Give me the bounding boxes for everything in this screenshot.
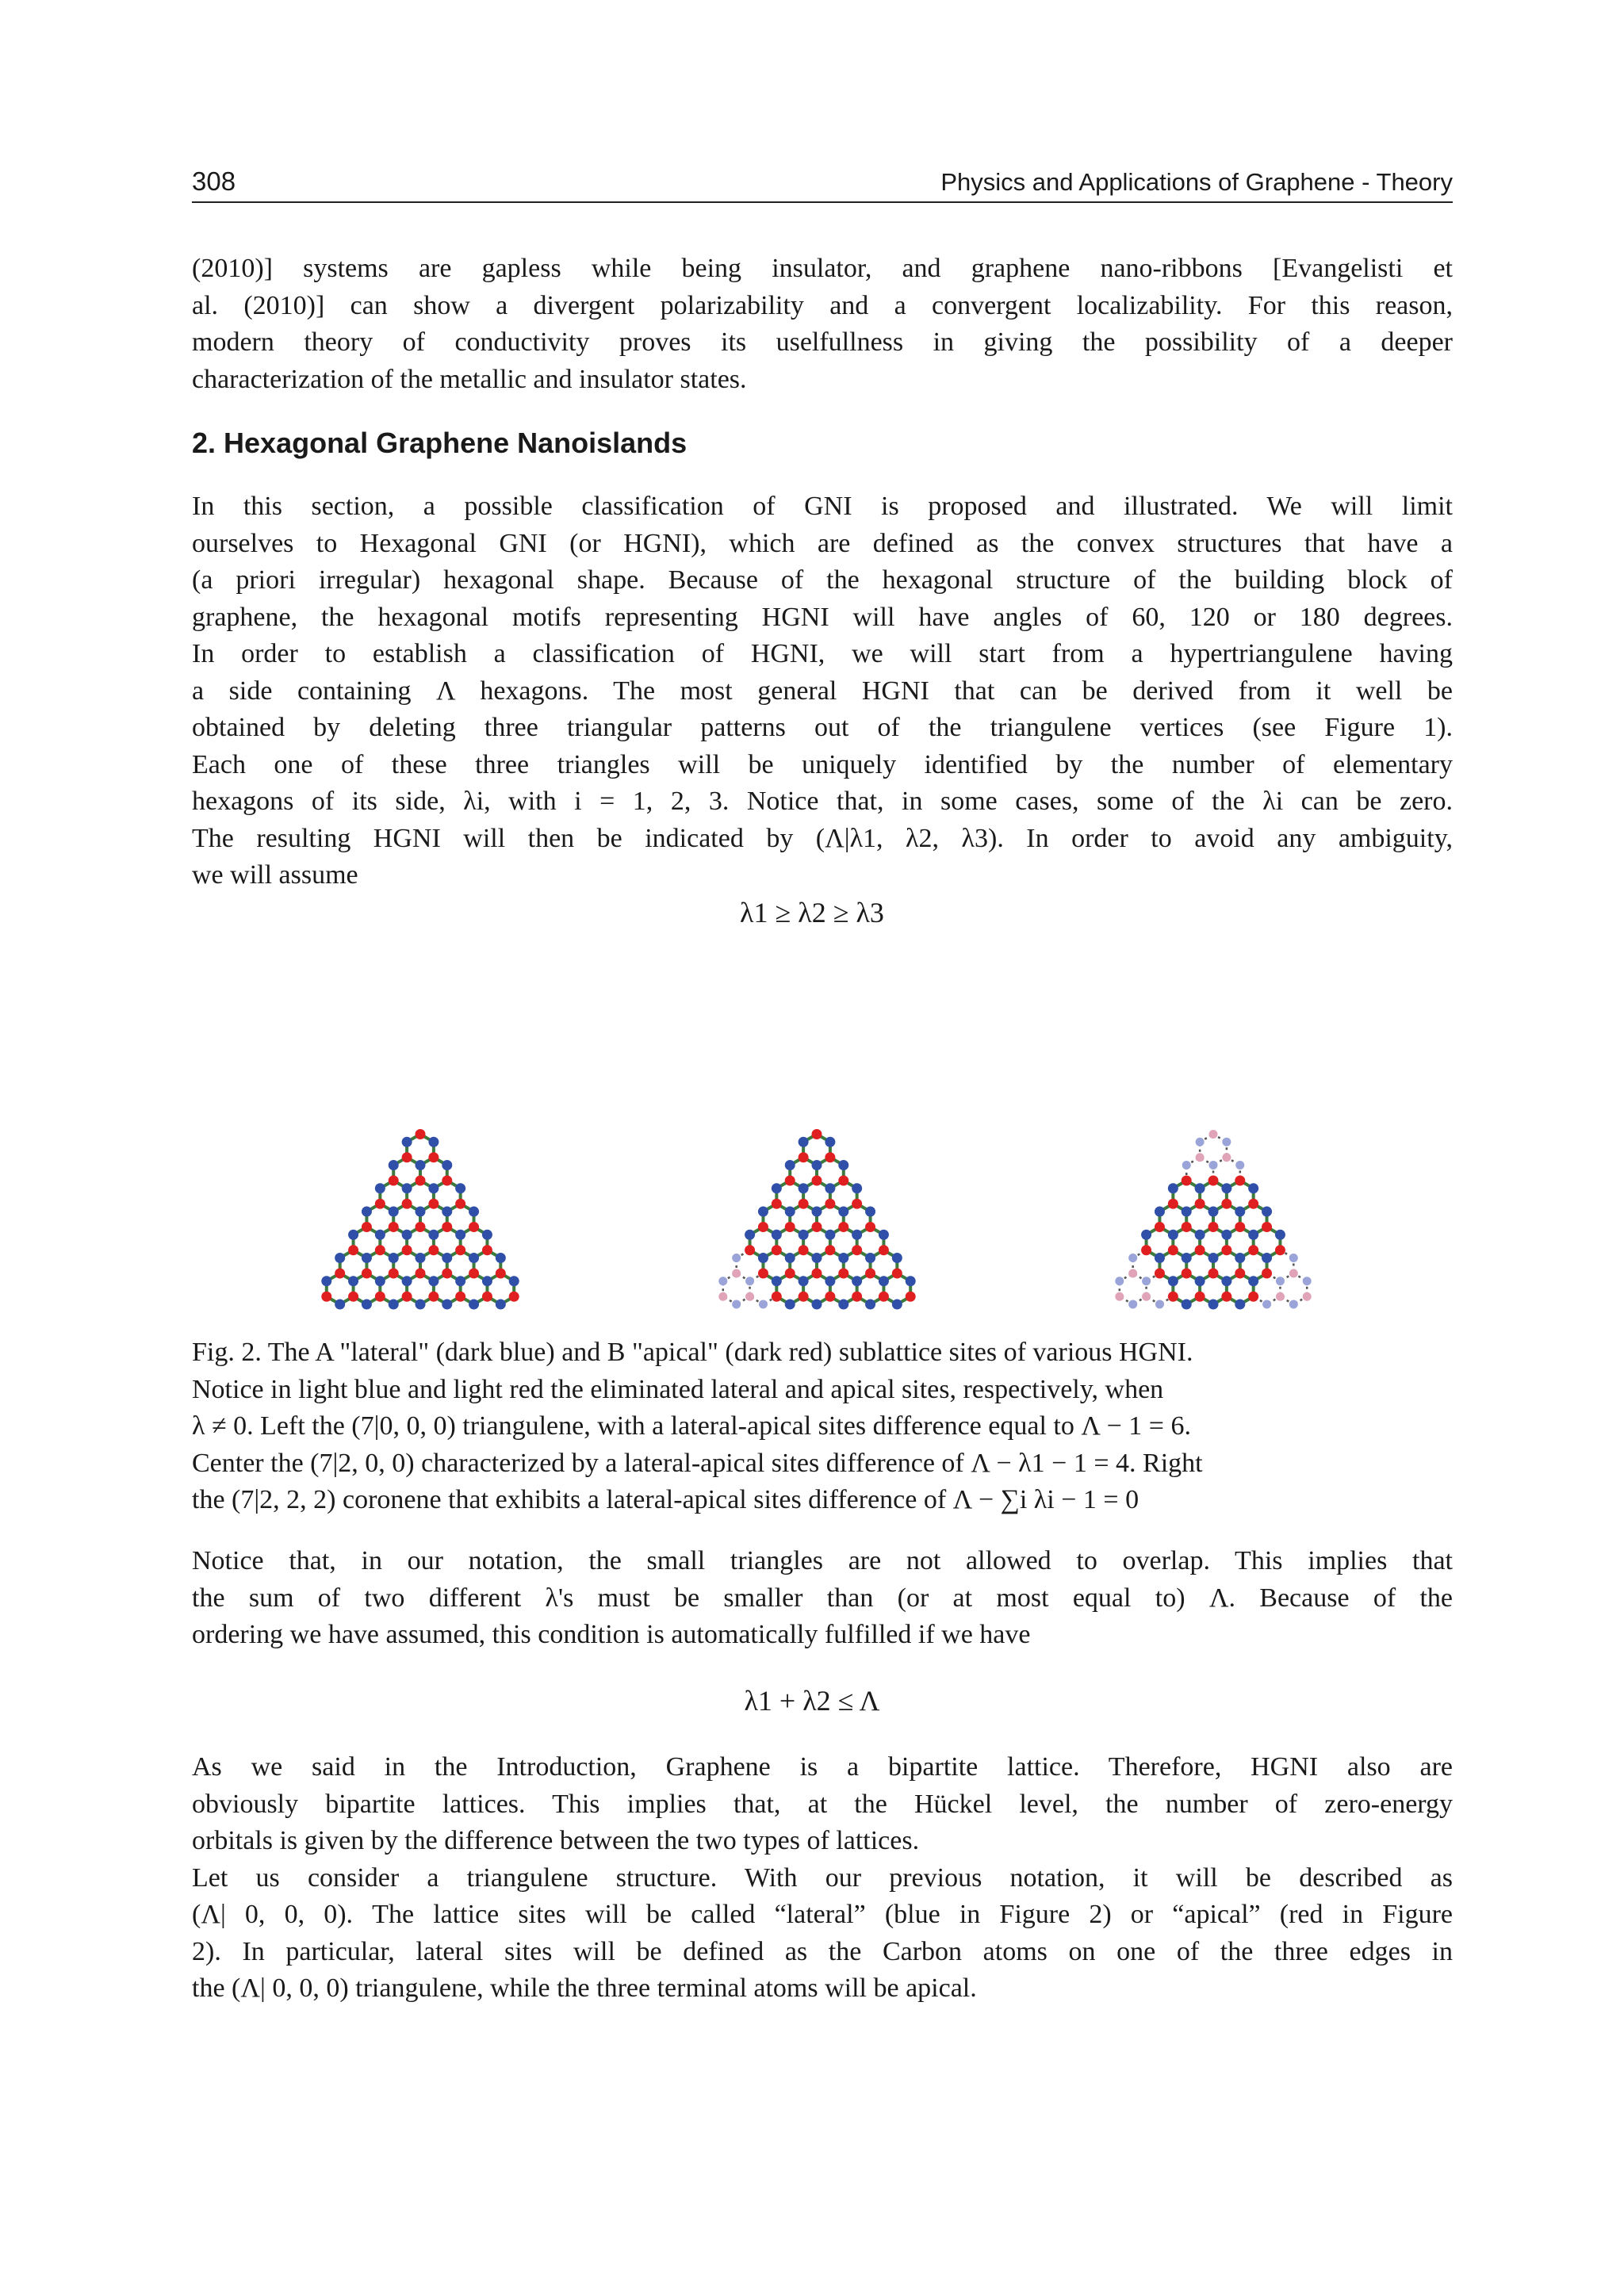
text-line: As we said in the Introduction, Graphene is a bipartite lattice. Therefore, HGNI also are: [192, 1752, 1453, 1782]
section-paragraph: [192, 488, 1453, 894]
lateral-site: [825, 1183, 835, 1193]
lateral-site: [496, 1300, 506, 1310]
lateral-site: [772, 1230, 782, 1240]
lateral-site: [402, 1230, 412, 1240]
caption-line: Fig. 2. The A "lateral" (dark blue) and B "apical" (dark red) sublattice sites of various HGNI.: [192, 1338, 1193, 1367]
lateral-site: [389, 1207, 399, 1217]
lateral-site: [812, 1160, 822, 1170]
equation-sum-condition: λ1 + λ2 ≤ Λ: [744, 1685, 880, 1717]
lateral-site: [852, 1230, 862, 1240]
text-line: the sum of two different λ's must be smaller than (or at most equal to) Λ. Because of the: [192, 1583, 1453, 1613]
apical-site: [442, 1176, 452, 1186]
lateral-site: [865, 1253, 875, 1263]
lateral-site: [1221, 1276, 1231, 1286]
text-line: orbitals is given by the difference between the two types of lattices.: [192, 1826, 920, 1855]
removed-lateral-site: [1196, 1138, 1205, 1146]
removed-lateral-site: [1115, 1277, 1124, 1285]
lateral-site: [469, 1300, 479, 1310]
lateral-site: [1182, 1253, 1192, 1263]
lateral-site: [1155, 1253, 1165, 1263]
apical-site: [348, 1292, 358, 1302]
apical-site: [799, 1152, 809, 1162]
apical-site: [906, 1292, 916, 1302]
lateral-site: [416, 1160, 426, 1170]
removed-apical-site: [745, 1292, 754, 1301]
removed-apical-site: [1196, 1153, 1205, 1162]
apical-site: [825, 1245, 835, 1255]
lateral-site: [321, 1276, 331, 1286]
caption-line: Notice in light blue and light red the eliminated lateral and apical sites, respectively, when: [192, 1374, 1164, 1404]
lateral-site: [1168, 1183, 1178, 1193]
equation-ordering: λ1 ≥ λ2 ≥ λ3: [740, 897, 884, 928]
lateral-site: [825, 1276, 835, 1286]
removed-apical-site: [1222, 1153, 1231, 1162]
text-line: (Λ| 0, 0, 0). The lattice sites will be called “lateral” (blue in Figure 2) or “apical” (red in Figure: [192, 1900, 1453, 1929]
lateral-site: [799, 1276, 809, 1286]
apical-site: [772, 1199, 782, 1209]
apical-site: [1248, 1199, 1258, 1209]
apical-site: [416, 1222, 426, 1232]
lateral-site: [469, 1253, 479, 1263]
body-paragraph-3: [192, 1749, 1453, 2008]
apical-site: [1208, 1222, 1219, 1232]
apical-site: [509, 1292, 519, 1302]
apical-site: [1195, 1199, 1205, 1209]
apical-site: [455, 1245, 465, 1255]
lateral-site: [812, 1253, 822, 1263]
apical-site: [1235, 1269, 1245, 1279]
lateral-site: [852, 1183, 862, 1193]
lateral-site: [812, 1300, 822, 1310]
apical-site: [852, 1199, 862, 1209]
lateral-site: [389, 1160, 399, 1170]
text-line: Notice that, in our notation, the small triangles are not allowed to overlap. This implies that: [192, 1546, 1453, 1575]
apical-site: [389, 1269, 399, 1279]
apical-site: [428, 1152, 439, 1162]
lateral-site: [879, 1230, 889, 1240]
apical-site: [745, 1245, 755, 1255]
apical-site: [1208, 1176, 1219, 1186]
lateral-site: [745, 1230, 755, 1240]
lateral-site: [825, 1137, 835, 1147]
caption-line: Center the (7|2, 0, 0) characterized by a lateral-apical sites difference of Λ − λ1 − 1 = 4. Right: [192, 1448, 1203, 1478]
removed-apical-site: [732, 1269, 741, 1278]
apical-site: [1182, 1269, 1192, 1279]
apical-site: [1262, 1222, 1272, 1232]
removed-apical-site: [1142, 1292, 1151, 1301]
apical-site: [799, 1199, 809, 1209]
lateral-site: [1208, 1207, 1219, 1217]
apical-site: [785, 1269, 795, 1279]
lateral-site: [496, 1253, 506, 1263]
lateral-site: [1195, 1230, 1205, 1240]
lateral-site: [758, 1207, 768, 1217]
apical-site: [1248, 1245, 1258, 1255]
text-line: The resulting HGNI will then be indicated by (Λ|λ1, λ2, λ3). In order to avoid any ambiguity,: [192, 823, 1453, 853]
lateral-site: [1235, 1207, 1245, 1217]
apical-site: [838, 1176, 848, 1186]
removed-apical-site: [1128, 1269, 1137, 1278]
apical-site: [321, 1292, 331, 1302]
lateral-site: [469, 1207, 479, 1217]
apical-site: [758, 1222, 768, 1232]
apical-site: [1221, 1199, 1231, 1209]
lateral-site: [879, 1276, 889, 1286]
lateral-site: [1141, 1230, 1151, 1240]
text-line: (2010)] systems are gapless while being insulator, and graphene nano-ribbons [Evangelisti et: [192, 254, 1453, 283]
apical-site: [799, 1292, 809, 1302]
lateral-site: [442, 1253, 452, 1263]
apical-site: [482, 1292, 492, 1302]
caption-line: λ ≠ 0. Left the (7|0, 0, 0) triangulene, with a lateral-apical sites difference equal to Λ − 1 = 6.: [192, 1411, 1191, 1441]
apical-site: [428, 1245, 439, 1255]
removed-lateral-site: [1155, 1300, 1164, 1309]
lateral-site: [416, 1207, 426, 1217]
apical-site: [852, 1292, 862, 1302]
apical-site: [1168, 1292, 1178, 1302]
text-line: Each one of these three triangles will be uniquely identified by the number of elementary: [192, 749, 1453, 779]
lateral-site: [772, 1276, 782, 1286]
removed-apical-site: [1115, 1292, 1124, 1301]
apical-site: [852, 1245, 862, 1255]
lateral-site: [335, 1253, 345, 1263]
lateral-site: [799, 1230, 809, 1240]
lateral-site: [1248, 1183, 1258, 1193]
apical-site: [442, 1222, 452, 1232]
lateral-site: [442, 1300, 452, 1310]
apical-site: [1221, 1245, 1231, 1255]
apical-site: [812, 1222, 822, 1232]
apical-site: [772, 1245, 782, 1255]
apical-site: [1168, 1245, 1178, 1255]
apical-site: [812, 1269, 822, 1279]
apical-site: [1221, 1292, 1231, 1302]
lateral-site: [865, 1300, 875, 1310]
apical-site: [892, 1269, 902, 1279]
apical-site: [825, 1152, 835, 1162]
apical-site: [758, 1269, 768, 1279]
apical-site: [469, 1222, 479, 1232]
lateral-site: [348, 1230, 358, 1240]
apical-site: [1168, 1199, 1178, 1209]
apical-site: [389, 1176, 399, 1186]
removed-lateral-site: [732, 1254, 741, 1262]
lateral-site: [455, 1230, 465, 1240]
apical-site: [1195, 1292, 1205, 1302]
text-line: hexagons of its side, λi, with i = 1, 2, 3. Notice that, in some cases, some of the λi can be zero.: [192, 787, 1453, 816]
lateral-site: [1195, 1183, 1205, 1193]
apical-site: [402, 1292, 412, 1302]
lateral-site: [799, 1183, 809, 1193]
lateral-site: [772, 1183, 782, 1193]
text-line: characterization of the metallic and insulator states.: [192, 364, 747, 394]
text-line: modern theory of conductivity proves its uselfullness in giving the possibility of a deeper: [192, 327, 1453, 357]
lateral-site: [509, 1276, 519, 1286]
lateral-site: [362, 1300, 372, 1310]
lateral-site: [1275, 1230, 1285, 1240]
lateral-site: [455, 1276, 465, 1286]
removed-apical-site: [718, 1292, 727, 1301]
removed-lateral-site: [759, 1300, 768, 1309]
apical-site: [1155, 1269, 1165, 1279]
apical-site: [482, 1245, 492, 1255]
lateral-site: [482, 1276, 492, 1286]
removed-lateral-site: [1222, 1138, 1231, 1146]
apical-site: [865, 1222, 875, 1232]
apical-site: [785, 1222, 795, 1232]
removed-lateral-site: [1276, 1277, 1285, 1285]
figure-canvas: [230, 963, 1404, 1320]
apical-site: [402, 1199, 412, 1209]
apical-site: [838, 1269, 848, 1279]
lateral-site: [812, 1207, 822, 1217]
lateral-site: [375, 1276, 385, 1286]
intro-paragraph: [192, 251, 1453, 398]
text-line: the (Λ| 0, 0, 0) triangulene, while the three terminal atoms will be apical.: [192, 1973, 977, 2003]
lateral-site: [838, 1160, 848, 1170]
text-line: al. (2010)] can show a divergent polarizability and a convergent localizability. For this reason,: [192, 290, 1453, 320]
lateral-site: [838, 1300, 848, 1310]
lateral-site: [1248, 1276, 1258, 1286]
lateral-site: [1262, 1207, 1272, 1217]
lateral-site: [402, 1276, 412, 1286]
apical-site: [428, 1199, 439, 1209]
apical-site: [416, 1176, 426, 1186]
page-header: [192, 165, 1453, 203]
apical-site: [416, 1269, 426, 1279]
body-paragraph-2: [192, 1543, 1453, 1654]
apical-site: [1141, 1245, 1151, 1255]
apical-site: [348, 1245, 358, 1255]
lateral-site: [1182, 1207, 1192, 1217]
lateral-site: [362, 1207, 372, 1217]
text-line: In order to establish a classification of HGNI, we will start from a hypertriangulene having: [192, 639, 1453, 668]
lateral-site: [1235, 1300, 1245, 1310]
lateral-site: [1221, 1183, 1231, 1193]
apical-site: [362, 1222, 372, 1232]
text-line: 2). In particular, lateral sites will be defined as the Carbon atoms on one of the three edges in: [192, 1936, 1453, 1966]
removed-apical-site: [1303, 1292, 1312, 1301]
caption-line: the (7|2, 2, 2) coronene that exhibits a lateral-apical sites difference of Λ − ∑i λi − 1 = 0: [192, 1485, 1139, 1514]
apical-site: [402, 1152, 412, 1162]
removed-lateral-site: [718, 1277, 727, 1285]
removed-apical-site: [1209, 1130, 1218, 1139]
apical-site: [389, 1222, 399, 1232]
apical-site: [1208, 1269, 1219, 1279]
lateral-site: [892, 1300, 902, 1310]
apical-site: [375, 1245, 385, 1255]
section-heading: 2. Hexagonal Graphene Nanoislands: [192, 427, 688, 459]
apical-site: [442, 1269, 452, 1279]
lateral-site: [402, 1183, 412, 1193]
apical-site: [1235, 1222, 1245, 1232]
removed-lateral-site: [1128, 1254, 1137, 1262]
text-line: graphene, the hexagonal motifs representing HGNI will have angles of 60, 120 or 180 degrees.: [192, 602, 1453, 632]
lateral-site: [375, 1230, 385, 1240]
figure-panel-1: [321, 1129, 519, 1310]
apical-site: [1275, 1245, 1285, 1255]
lateral-site: [416, 1253, 426, 1263]
lateral-site: [892, 1253, 902, 1263]
lateral-site: [906, 1276, 916, 1286]
removed-lateral-site: [1182, 1161, 1191, 1169]
lateral-site: [428, 1183, 439, 1193]
removed-apical-site: [1276, 1292, 1285, 1301]
lateral-site: [335, 1300, 345, 1310]
lateral-site: [785, 1253, 795, 1263]
removed-lateral-site: [745, 1277, 754, 1285]
lateral-site: [785, 1207, 795, 1217]
lateral-site: [1235, 1253, 1245, 1263]
apical-site: [785, 1176, 795, 1186]
page-number: 308: [192, 167, 236, 196]
text-line: obviously bipartite lattices. This implies that, at the Hückel level, the number of zero-energy: [192, 1789, 1453, 1819]
lateral-site: [838, 1253, 848, 1263]
apical-site: [865, 1269, 875, 1279]
lateral-site: [1248, 1230, 1258, 1240]
lateral-site: [442, 1207, 452, 1217]
lateral-site: [482, 1230, 492, 1240]
apical-site: [496, 1269, 506, 1279]
text-line: a side containing Λ hexagons. The most general HGNI that can be derived from it well be: [192, 676, 1453, 706]
text-line: ourselves to Hexagonal GNI (or HGNI), which are defined as the convex structures that have a: [192, 528, 1453, 558]
apical-site: [335, 1269, 345, 1279]
figure-hgni-sublattices: [230, 963, 1404, 1320]
apical-site: [812, 1129, 822, 1139]
apical-site: [772, 1292, 782, 1302]
removed-lateral-site: [1262, 1300, 1271, 1309]
removed-lateral-site: [1289, 1300, 1298, 1309]
text-line: obtained by deleting three triangular patterns out of the triangulene vertices (see Figure 1).: [192, 713, 1453, 742]
lateral-site: [758, 1253, 768, 1263]
removed-lateral-site: [1128, 1300, 1137, 1309]
apical-site: [1195, 1245, 1205, 1255]
running-title: Physics and Applications of Graphene - Theory: [940, 168, 1453, 196]
text-line: we will assume: [192, 860, 358, 890]
lateral-site: [1208, 1253, 1219, 1263]
lateral-site: [825, 1230, 835, 1240]
figure-panel-2: [718, 1129, 915, 1310]
figure-caption: [192, 1334, 1453, 1519]
removed-lateral-site: [1235, 1161, 1244, 1169]
apical-site: [1155, 1222, 1165, 1232]
lateral-site: [1221, 1230, 1231, 1240]
lateral-site: [1168, 1276, 1178, 1286]
lateral-site: [865, 1207, 875, 1217]
lateral-site: [455, 1183, 465, 1193]
removed-lateral-site: [1303, 1277, 1312, 1285]
apical-site: [455, 1292, 465, 1302]
removed-apical-site: [1289, 1269, 1298, 1278]
apical-site: [799, 1245, 809, 1255]
apical-site: [428, 1292, 439, 1302]
apical-site: [879, 1245, 889, 1255]
apical-site: [402, 1245, 412, 1255]
apical-site: [1182, 1176, 1192, 1186]
apical-site: [1182, 1222, 1192, 1232]
apical-site: [1235, 1176, 1245, 1186]
lateral-site: [389, 1300, 399, 1310]
text-line: (a priori irregular) hexagonal shape. Because of the hexagonal structure of the building block of: [192, 565, 1453, 595]
apical-site: [416, 1129, 426, 1139]
lateral-site: [1155, 1207, 1165, 1217]
text-line: In this section, a possible classification of GNI is proposed and illustrated. We will limit: [192, 492, 1453, 521]
lateral-site: [799, 1137, 809, 1147]
removed-lateral-site: [1289, 1254, 1298, 1262]
lateral-site: [838, 1207, 848, 1217]
lateral-site: [1208, 1300, 1219, 1310]
apical-site: [362, 1269, 372, 1279]
apical-site: [455, 1199, 465, 1209]
lateral-site: [416, 1300, 426, 1310]
apical-site: [812, 1176, 822, 1186]
text-line: ordering we have assumed, this condition is automatically fulfilled if we have: [192, 1620, 1031, 1649]
lateral-site: [1168, 1230, 1178, 1240]
lateral-site: [1182, 1300, 1192, 1310]
lateral-site: [1262, 1253, 1272, 1263]
lateral-site: [785, 1300, 795, 1310]
lateral-site: [362, 1253, 372, 1263]
text-line: Let us consider a triangulene structure. With our previous notation, it will be described as: [192, 1862, 1453, 1893]
removed-lateral-site: [732, 1300, 741, 1309]
removed-lateral-site: [1142, 1277, 1151, 1285]
lateral-site: [1195, 1276, 1205, 1286]
lateral-site: [428, 1276, 439, 1286]
figure-panel-3: [1115, 1130, 1311, 1310]
apical-site: [879, 1292, 889, 1302]
apical-site: [825, 1292, 835, 1302]
lateral-site: [348, 1276, 358, 1286]
removed-lateral-site: [1209, 1161, 1218, 1169]
apical-site: [1262, 1269, 1272, 1279]
lateral-site: [428, 1137, 439, 1147]
lateral-site: [428, 1230, 439, 1240]
lateral-site: [402, 1137, 412, 1147]
apical-site: [1248, 1292, 1258, 1302]
apical-site: [375, 1199, 385, 1209]
apical-site: [825, 1199, 835, 1209]
lateral-site: [785, 1160, 795, 1170]
lateral-site: [442, 1160, 452, 1170]
lateral-site: [852, 1276, 862, 1286]
lateral-site: [389, 1253, 399, 1263]
apical-site: [838, 1222, 848, 1232]
apical-site: [469, 1269, 479, 1279]
apical-site: [375, 1292, 385, 1302]
lateral-site: [375, 1183, 385, 1193]
